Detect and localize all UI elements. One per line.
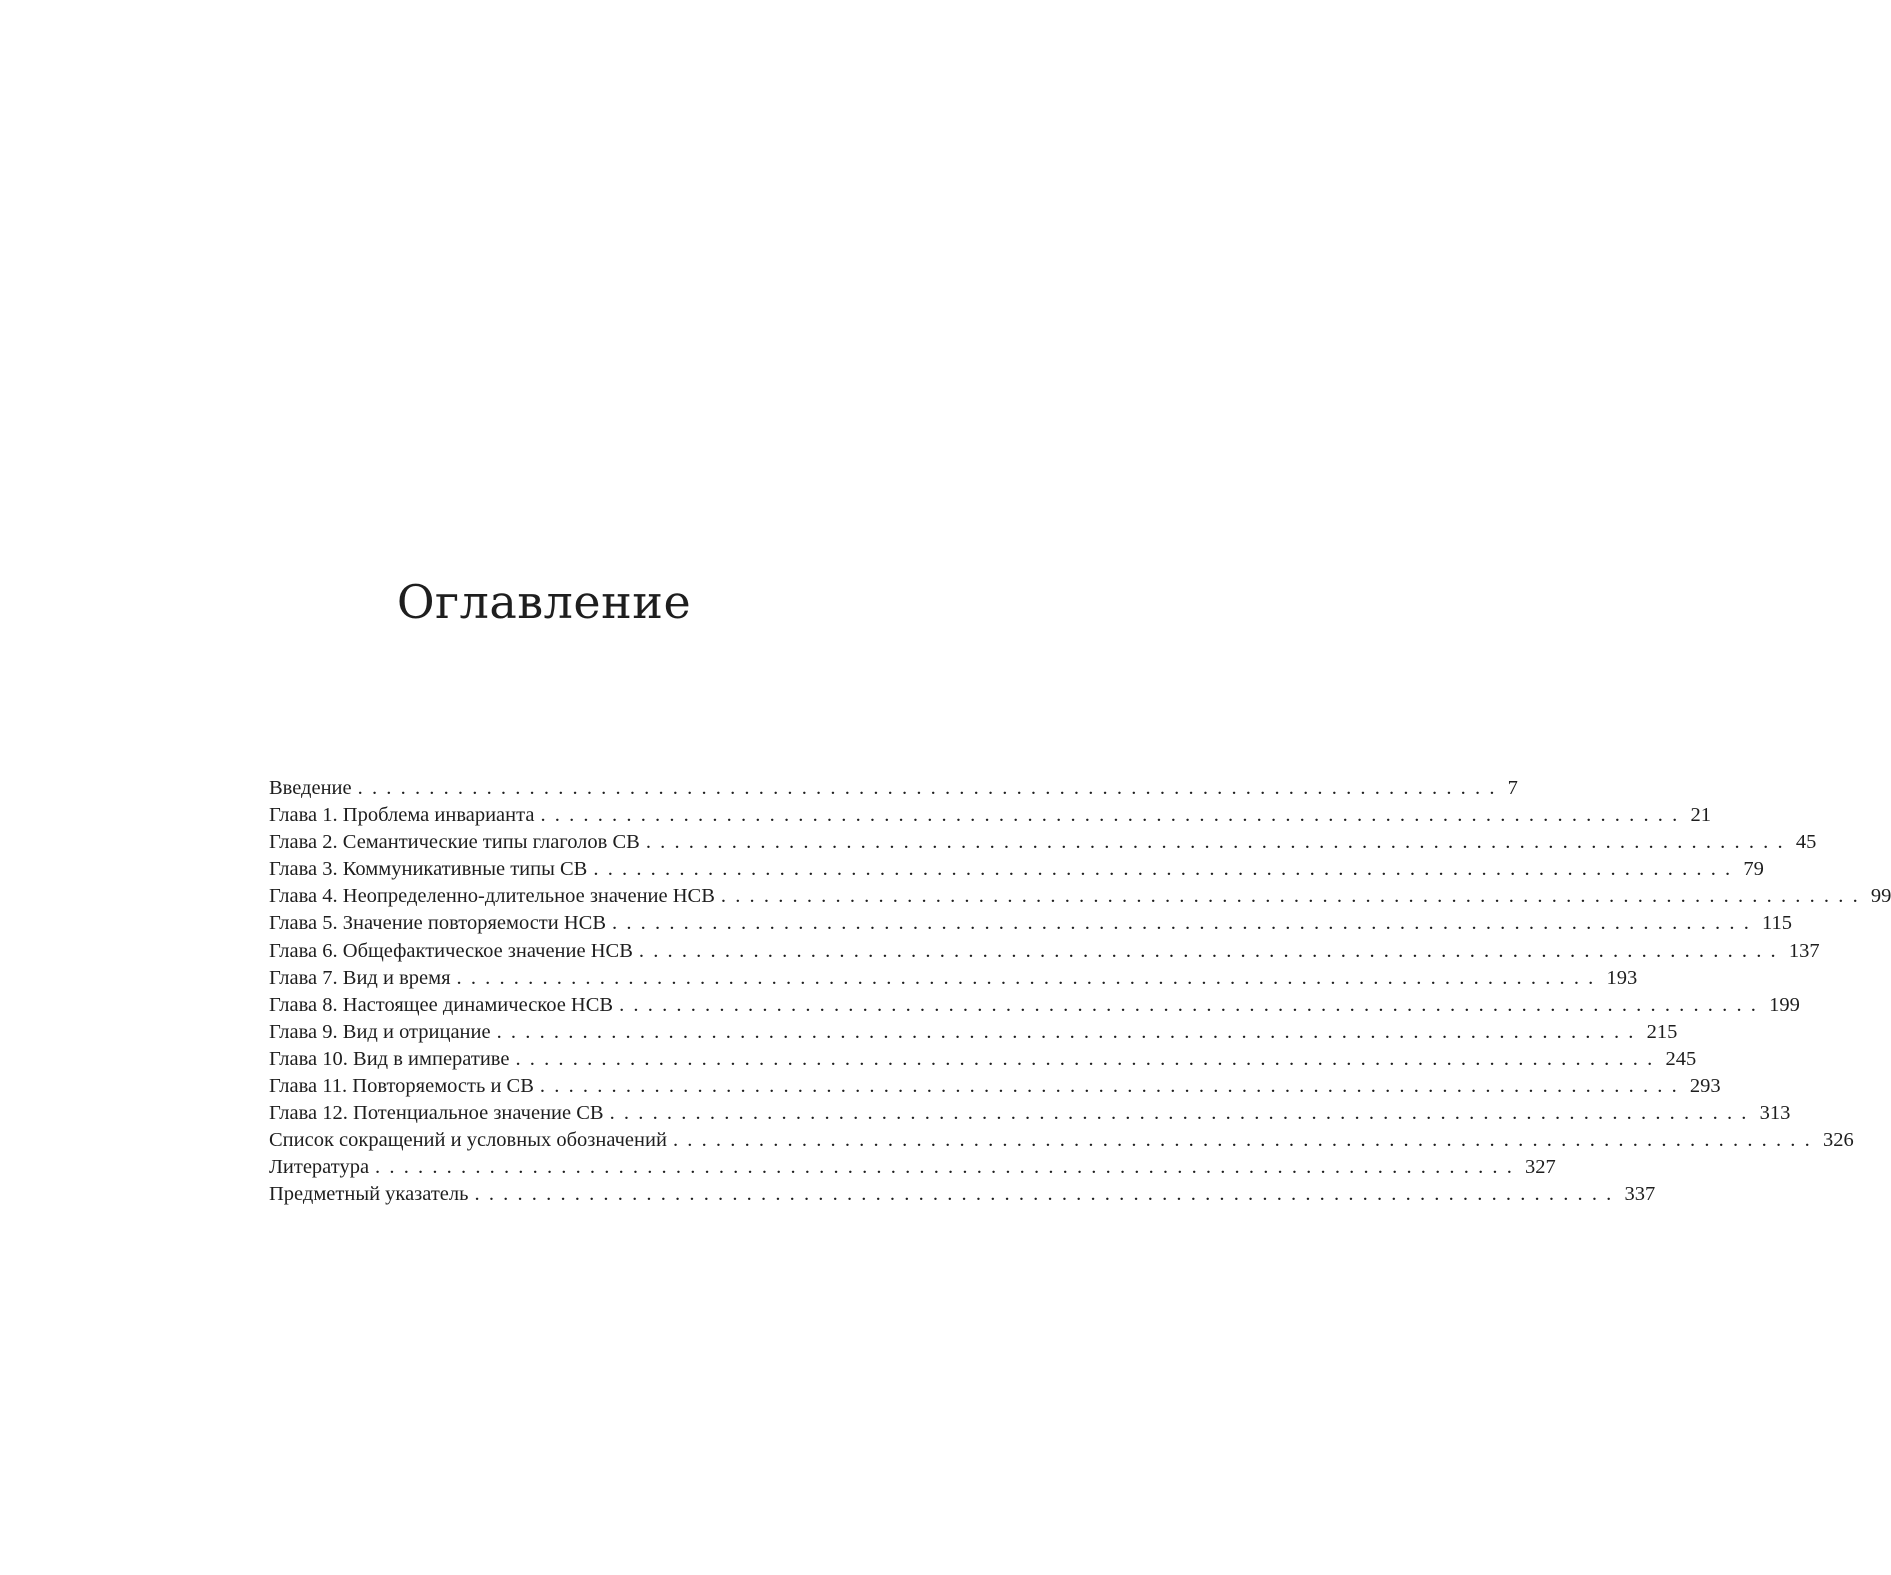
dot-leader: ................................................................................ [720, 885, 1867, 908]
dot-leader: ................................................................................ [540, 804, 1687, 827]
toc-entry-page: 215 [1646, 1020, 1678, 1043]
page-title: Оглавление [396, 575, 692, 629]
dot-leader: ................................................................................ [609, 1102, 1756, 1125]
toc-entry-page: 193 [1606, 966, 1638, 989]
toc-entry-page: 199 [1769, 993, 1800, 1016]
toc-entry-label: Глава 2. Семантические типы глаголов СВ [269, 831, 640, 854]
toc-entry-chapter-7 [269, 965, 1638, 992]
toc-entry-chapter-1 [269, 802, 1711, 829]
toc-entry-label: Глава 6. Общефактическое значение НСВ [269, 939, 633, 962]
toc-entry-subject-index [269, 1181, 1656, 1208]
toc-entry-literature [269, 1154, 1556, 1181]
toc-entry-page: 326 [1822, 1129, 1854, 1152]
dot-leader: ................................................................................ [496, 1020, 1643, 1043]
toc-entry-label: Глава 4. Неопределенно-длительное значение НСВ [269, 885, 715, 908]
toc-entry-label: Введение [269, 777, 352, 799]
toc-entry-chapter-11 [269, 1073, 1721, 1100]
dot-leader: ................................................................................ [474, 1183, 1621, 1206]
toc-entry-page: 313 [1759, 1102, 1791, 1125]
toc-entry-page: 99 [1870, 885, 1891, 908]
toc-entry-label: Предметный указатель [269, 1183, 469, 1206]
toc-entry-chapter-12 [269, 1100, 1791, 1127]
toc-entry-label: Литература [269, 1156, 370, 1179]
toc-entry-chapter-8 [269, 992, 1800, 1019]
toc-entry-label: Глава 8. Настоящее динамическое НСВ [269, 993, 614, 1016]
dot-leader: ................................................................................ [612, 912, 1759, 935]
toc-entry-label: Глава 11. Повторяемость и СВ [269, 1075, 534, 1098]
dot-leader: ................................................................................ [645, 831, 1792, 854]
toc-entry-chapter-6 [269, 938, 1820, 965]
toc-entry-page: 115 [1762, 912, 1793, 935]
toc-entry-page: 45 [1795, 831, 1817, 854]
toc-entry-page: 7 [1507, 777, 1518, 799]
dot-leader: ................................................................................ [357, 777, 1504, 799]
toc-entry-chapter-4 [269, 883, 1891, 910]
toc-entry-page: 21 [1690, 804, 1711, 827]
dot-leader: ................................................................................ [619, 993, 1766, 1016]
toc-entry-introduction [269, 775, 1518, 802]
toc-entry-chapter-9 [269, 1019, 1678, 1046]
toc-entry-page: 327 [1525, 1156, 1556, 1179]
dot-leader: ................................................................................ [638, 939, 1785, 962]
dot-leader: ................................................................................ [593, 858, 1740, 881]
toc-entry-chapter-2 [269, 829, 1817, 856]
toc-entry-page: 137 [1788, 939, 1820, 962]
toc-entry-label: Список сокращений и условных обозначений [269, 1129, 667, 1152]
dot-leader: ................................................................................ [672, 1129, 1819, 1152]
toc-entry-label: Глава 7. Вид и время [269, 966, 451, 989]
toc-entry-chapter-10 [269, 1046, 1697, 1073]
dot-leader: ................................................................................ [456, 966, 1603, 989]
table-of-contents [269, 775, 1891, 1209]
toc-entry-label: Глава 12. Потенциальное значение СВ [269, 1102, 604, 1125]
dot-leader: ................................................................................ [375, 1156, 1522, 1179]
toc-entry-label: Глава 3. Коммуникативные типы СВ [269, 858, 588, 881]
toc-entry-page: 79 [1743, 858, 1764, 881]
toc-entry-page: 337 [1624, 1183, 1656, 1206]
toc-entry-label: Глава 1. Проблема инварианта [269, 804, 535, 827]
dot-leader: ................................................................................ [515, 1047, 1662, 1070]
toc-entry-chapter-3 [269, 856, 1764, 883]
dot-leader: ................................................................................ [539, 1075, 1686, 1098]
toc-entry-label: Глава 9. Вид и отрицание [269, 1020, 491, 1043]
toc-entry-page: 245 [1665, 1047, 1697, 1070]
toc-entry-label: Глава 5. Значение повторяемости НСВ [269, 912, 607, 935]
toc-entry-chapter-5 [269, 910, 1793, 937]
toc-entry-abbreviations [269, 1127, 1854, 1154]
toc-entry-label: Глава 10. Вид в императиве [269, 1047, 510, 1070]
toc-entry-page: 293 [1689, 1075, 1721, 1098]
